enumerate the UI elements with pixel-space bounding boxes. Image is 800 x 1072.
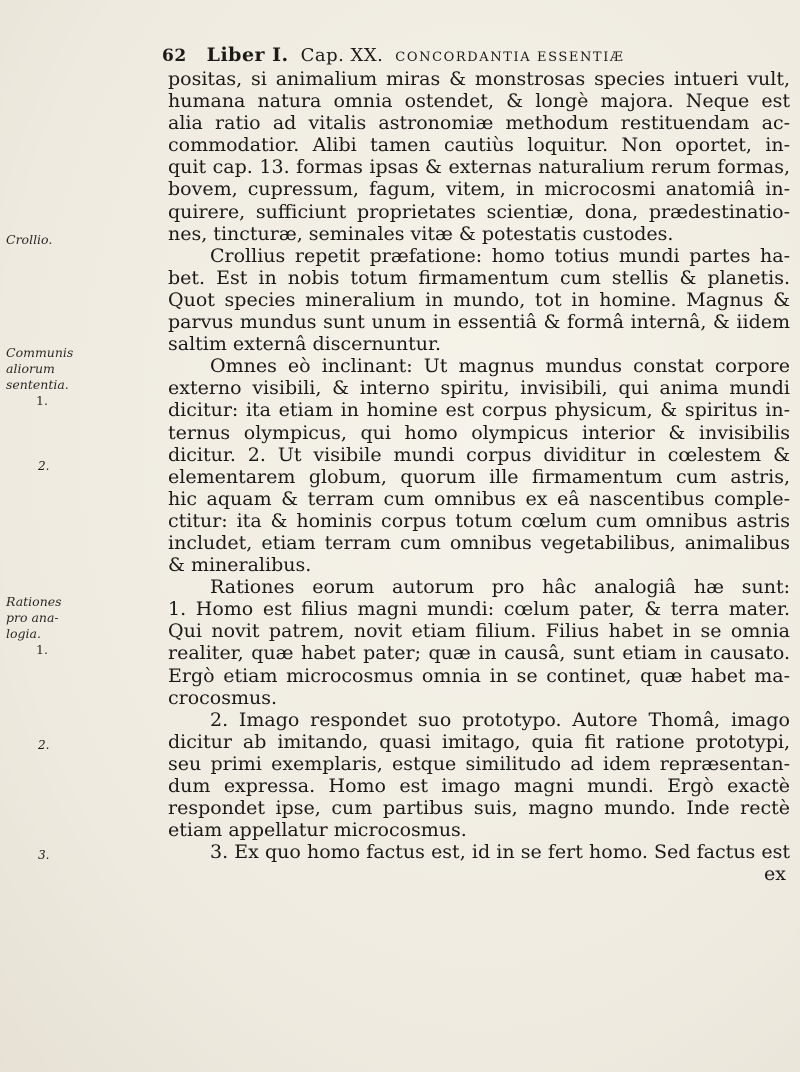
- text-line: Rationes eorum autorum pro hâc analogiâ hæ sunt:: [210, 576, 790, 599]
- text-line: seu primi exemplaris, estque similitudo ad idem repræsentan-: [168, 752, 790, 775]
- text-line: Omnes eò inclinant: Ut magnus mundus constat corpore: [210, 355, 790, 378]
- margin-note-line: sententia.: [6, 377, 69, 392]
- margin-note-line: Rationes: [6, 594, 62, 609]
- margin-note-line: logia.: [6, 626, 41, 641]
- margin-note-number: 2.: [38, 459, 50, 473]
- margin-note-line: pro ana-: [6, 610, 59, 625]
- margin-note-number: 2.: [38, 738, 50, 752]
- margin-note-line: Communis: [6, 345, 74, 360]
- margin-note-line: aliorum: [6, 361, 55, 376]
- margin-note-line: Crollio.: [6, 232, 53, 247]
- text-line: dicitur: ita etiam in homine est corpus physicum, & spiritus in-: [168, 399, 790, 422]
- text-line: bovem, cupressum, fagum, vitem, in microcosmi anatomiâ in-: [168, 178, 790, 201]
- text-line: respondet ipse, cum partibus suis, magno mundo. Inde rectè: [168, 797, 790, 820]
- page-number: 62: [162, 46, 187, 66]
- text-line: parvus mundus sunt unum in essentiâ & formâ internâ, & iidem: [168, 311, 790, 334]
- text-line: Ergò etiam microcosmus omnia in se continet, quæ habet ma-: [168, 664, 790, 687]
- text-line: realiter, quæ habet pater; quæ in causâ, sunt etiam in causato.: [168, 642, 790, 665]
- margin-note-crollius: [6, 232, 96, 248]
- text-column: [168, 68, 790, 885]
- margin-note-number: 3.: [38, 848, 50, 862]
- text-line: dum expressa. Homo est imago magni mundi. Ergò exactè: [168, 775, 790, 797]
- text-line: humana natura omnia ostendet, & longè majora. Neque est: [168, 90, 790, 113]
- margin-note-number: 1.: [36, 393, 48, 408]
- text-line: ctitur: ita & hominis corpus totum cœlum cum omnibus astris: [168, 509, 790, 532]
- text-line: & mineralibus.: [168, 554, 312, 577]
- text-line: includet, etiam terram cum omnibus vegetabilibus, animalibus: [168, 531, 790, 554]
- text-line: nes, tincturæ, seminales vitæ & potestatis custodes.: [168, 222, 674, 245]
- text-line: etiam appellatur microcosmus.: [168, 819, 467, 842]
- text-line: positas, si animalium miras & monstrosas species intueri vult,: [168, 68, 790, 90]
- book-label: Liber I.: [206, 44, 289, 66]
- text-line: Crollius repetit præfatione: homo totius mundi partes ha-: [210, 244, 790, 267]
- text-line: dicitur ab imitando, quasi imitago, quia fit ratione prototypi,: [168, 730, 790, 753]
- text-line: alia ratio ad vitalis astronomiæ methodum restituendam ac-: [168, 112, 790, 135]
- text-line: quirere, sufficiunt proprietates scientiæ, dona, prædestinatio-: [168, 200, 790, 223]
- margin-note-communis: [6, 345, 96, 409]
- text-line: commodatior. Alibi tamen cautiùs loquitur. Non oportet, in-: [168, 134, 790, 157]
- text-line: Quot species mineralium in mundo, tot in homine. Magnus &: [168, 288, 790, 311]
- text-line: elementarem globum, quorum ille firmamentum cum astris,: [168, 465, 790, 488]
- text-line: quit cap. 13. formas ipsas & externas naturalium rerum formas,: [168, 156, 790, 179]
- text-line: dicitur. 2. Ut visibile mundi corpus dividitur in cœlestem &: [168, 443, 790, 466]
- catchword: ex: [764, 863, 786, 886]
- text-line: 2. Imago respondet suo prototypo. Autore Thomâ, imago: [210, 708, 790, 731]
- chapter-label: Cap. XX.: [300, 45, 384, 66]
- text-line: hic aquam & terram cum omnibus ex eâ nascentibus comple-: [168, 487, 790, 510]
- running-title: CONCORDANTIA ESSENTIÆ: [395, 50, 625, 65]
- text-line: crocosmus.: [168, 686, 278, 709]
- text-line: bet. Est in nobis totum firmamentum cum stellis & planetis.: [168, 266, 790, 289]
- text-line: 3. Ex quo homo factus est, id in se fert homo. Sed factus est: [210, 841, 790, 864]
- page-header: [162, 44, 800, 66]
- margin-note-number: 1.: [36, 642, 48, 657]
- text-line: ternus olympicus, qui homo olympicus interior & invisibilis: [168, 421, 790, 444]
- text-line: Qui novit patrem, novit etiam filium. Filius habet in se omnia: [168, 620, 790, 643]
- text-line: saltim externâ discernuntur.: [168, 333, 442, 356]
- text-line: externo visibili, & interno spiritu, invisibili, qui anima mundi: [168, 377, 790, 400]
- text-line: 1. Homo est filius magni mundi: cœlum pater, & terra mater.: [168, 598, 790, 621]
- margin-note-rationes: [6, 594, 96, 658]
